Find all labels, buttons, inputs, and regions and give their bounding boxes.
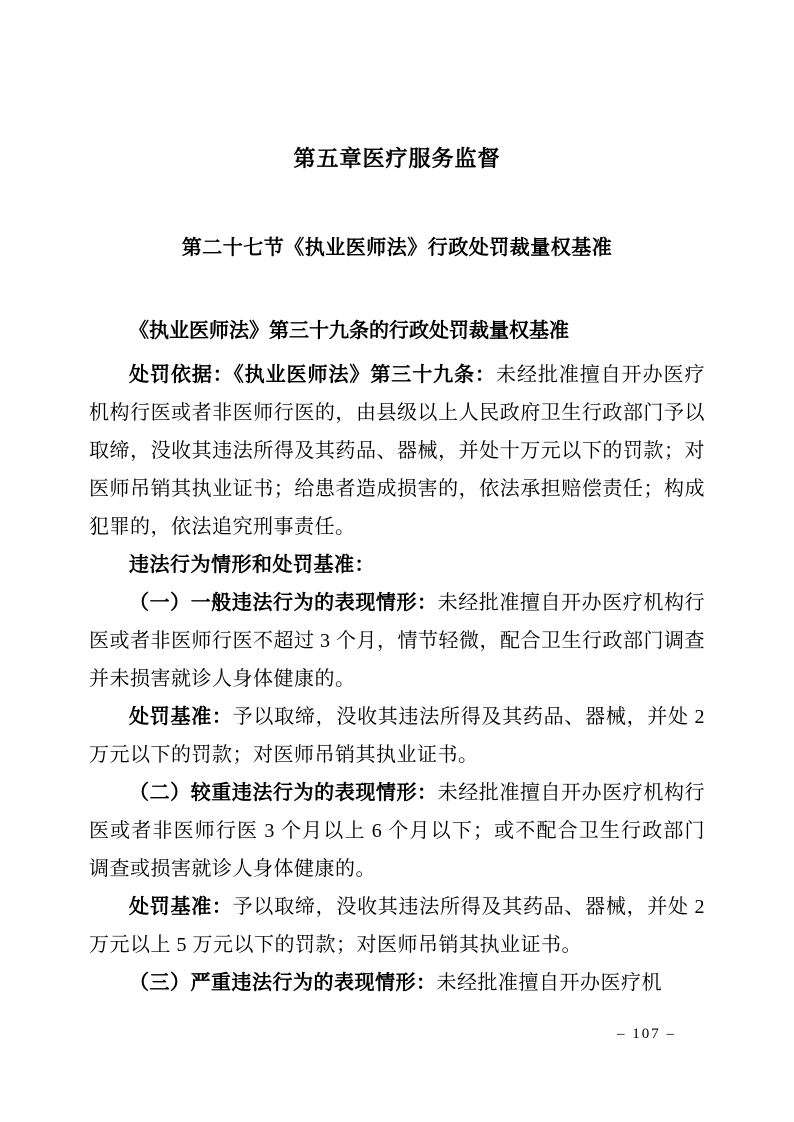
paragraph-lead: （三）严重违法行为的表现情形：	[129, 972, 437, 994]
paragraph-text: 予以取缔，没收其违法所得及其药品、器械，并处 2 万元以上 5 万元以下的罚款；对医师吊销其执业证书。	[89, 896, 706, 956]
paragraph	[89, 546, 705, 584]
paragraph	[89, 964, 705, 1002]
subsection-title: 《执业医师法》第三十九条的行政处罚裁量权基准	[129, 320, 569, 342]
paragraph-lead: 违法行为情形和处罚基准：	[129, 554, 375, 576]
paragraph-text: 予以取缔，没收其违法所得及其药品、器械，并处 2 万元以下的罚款；对医师吊销其执业证书。	[89, 706, 706, 766]
paragraph-lead: （二）较重违法行为的表现情形：	[129, 782, 438, 804]
paragraph-text: 未经批准擅自开办医疗机构行医或者非医师行医 3 个月以上 6 个月以下；或不配合卫生行政部门调查或损害就诊人身体健康的。	[89, 782, 706, 880]
paragraphs	[89, 356, 705, 1002]
paragraph-text: 未经批准擅自开办医疗机	[436, 972, 662, 994]
paragraph	[89, 888, 705, 964]
paragraph-lead: （一）一般违法行为的表现情形：	[129, 592, 438, 614]
paragraph-lead: 处罚基准：	[129, 706, 233, 728]
paragraph-text: 未经批准擅自开办医疗机构行医或者非医师行医不超过 3 个月，情节轻微，配合卫生行政部门调查并未损害就诊人身体健康的。	[89, 592, 706, 690]
page-number: – 107 –	[617, 1026, 676, 1042]
paragraph-lead: 处罚基准：	[129, 896, 233, 918]
section-title: 第二十七节《执业医师法》行政处罚裁量权基准	[181, 237, 613, 259]
paragraph-text: 未经批准擅自开办医疗机构行医或者非医师行医的，由县级以上人民政府卫生行政部门予以取缔，没收其违法所得及其药品、器械，并处十万元以下的罚款；对医师吊销其执业证书；给患者造成损害的，依法承担赔偿责任；构成犯罪的，依法追究刑事责任。	[89, 364, 705, 538]
paragraph-lead: 处罚依据：《执业医师法》第三十九条：	[129, 364, 496, 386]
paragraph	[89, 356, 705, 546]
paragraph	[89, 774, 705, 888]
paragraph	[89, 698, 705, 774]
paragraph	[89, 584, 705, 698]
chapter-title: 第五章医疗服务监督	[293, 146, 501, 171]
